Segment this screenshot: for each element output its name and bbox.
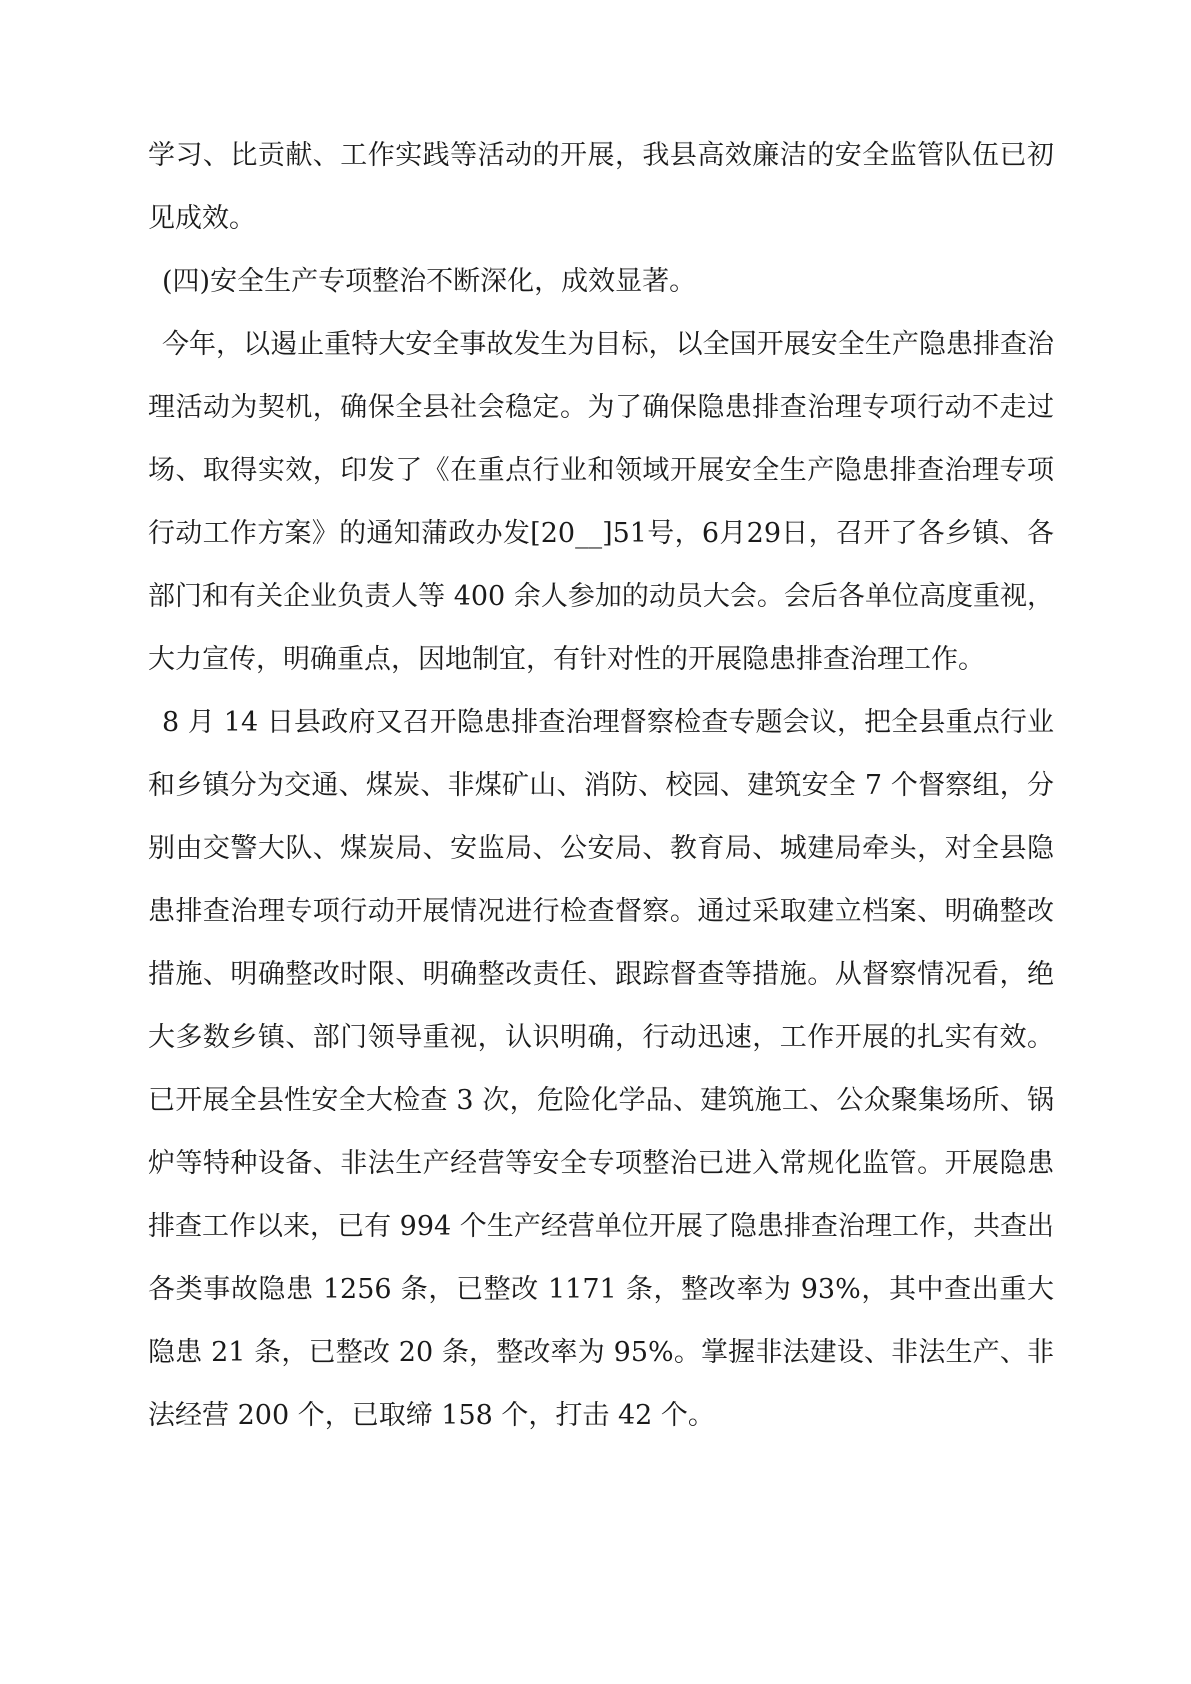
document-body bbox=[148, 124, 1054, 1447]
paragraph: 8 月 14 日县政府又召开隐患排查治理督察检查专题会议，把全县重点行业和乡镇分为交通、煤炭、非煤矿山、消防、校园、建筑安全 7 个督察组，分别由交警大队、煤炭局、安监局、公安局、教育局、城建局牵头，对全县隐患排查治理专项行动开展情况进行检查督察。通过采取建立档案、明确整改措施、明确整改时限、明确整改责任、跟踪督查等措施。从督察情况看，绝大多数乡镇、部门领导重视，认识明确，行动迅速，工作开展的扎实有效。已开展全县性安全大检查 3 次，危险化学品、建筑施工、公众聚集场所、锅炉等特种设备、非法生产经营等安全专项整治已进入常规化监管。开展隐患排查工作以来，已有 994 个生产经营单位开展了隐患排查治理工作，共查出各类事故隐患 1256 条，已整改 1171 条，整改率为 93%，其中查出重大隐患 21 条，已整改 20 条，整改率为 95%。掌握非法建设、非法生产、非法经营 200 个，已取缔 158 个，打击 42 个。 bbox=[148, 707, 1054, 1431]
paragraph-continuation: 学习、比贡献、工作实践等活动的开展，我县高效廉洁的安全监管队伍已初见成效。 bbox=[148, 140, 1054, 234]
section-heading: (四)安全生产专项整治不断深化，成效显著。 bbox=[162, 266, 697, 297]
paragraph: 今年，以遏止重特大安全事故发生为目标，以全国开展安全生产隐患排查治理活动为契机，确保全县社会稳定。为了确保隐患排查治理专项行动不走过场、取得实效，印发了《在重点行业和领域开展安全生产隐患排查治理专项行动工作方案》的通知蒲政办发[20__]51号，6月29日，召开了各乡镇、各部门和有关企业负责人等 400 余人参加的动员大会。会后各单位高度重视，大力宣传，明确重点，因地制宜，有针对性的开展隐患排查治理工作。 bbox=[148, 329, 1054, 675]
